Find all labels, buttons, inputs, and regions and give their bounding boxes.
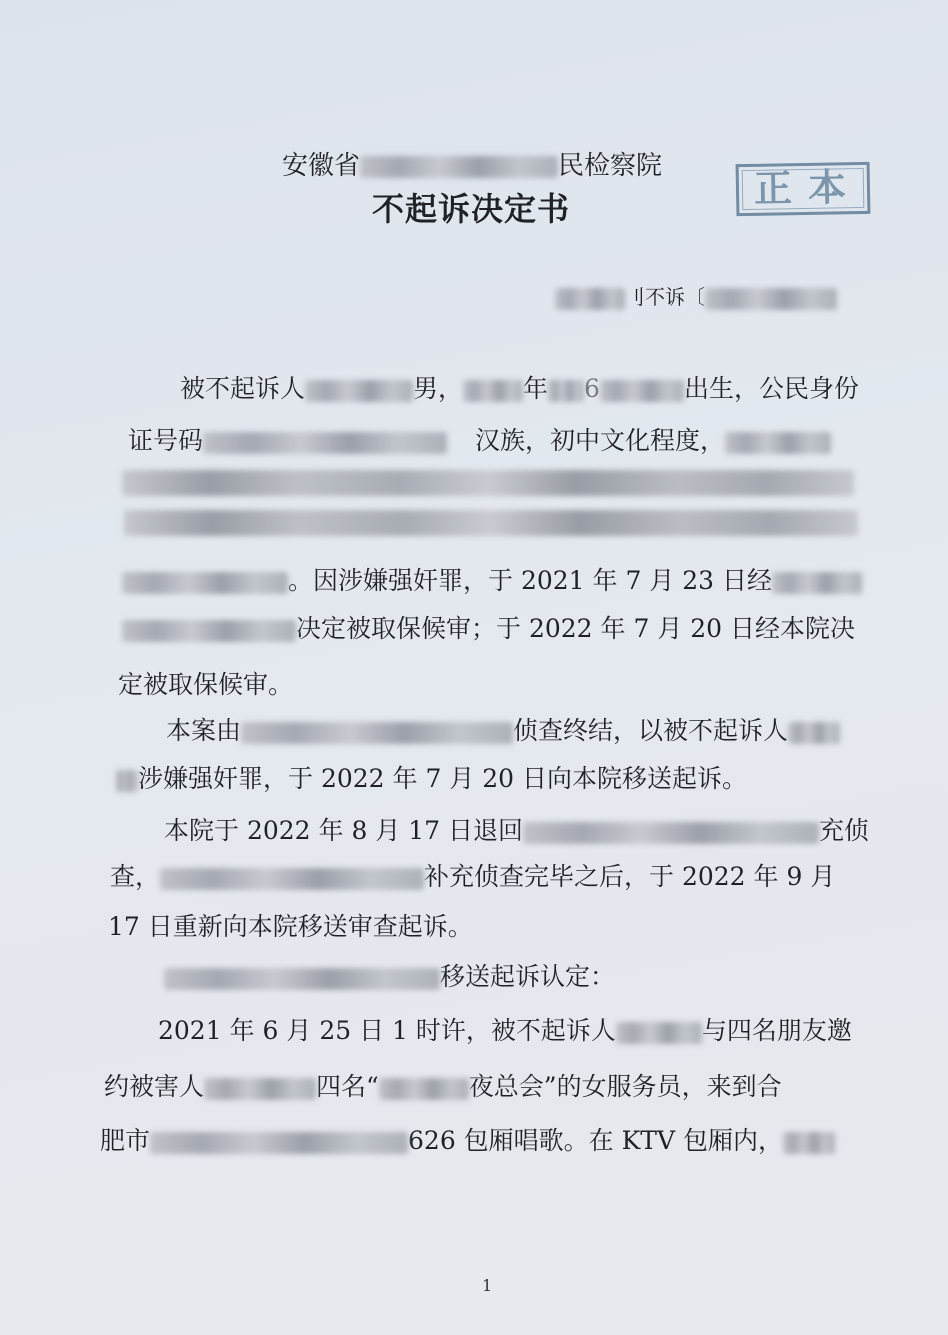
redacted-region bbox=[305, 380, 413, 402]
redacted-region bbox=[122, 572, 288, 594]
procuratorate-prefix: 安徽省 bbox=[282, 151, 361, 181]
text-segment: 侦查终结，以被不起诉人 bbox=[513, 716, 789, 745]
paragraph-line bbox=[180, 374, 859, 404]
paragraph-line bbox=[104, 1072, 782, 1102]
text-segment: 移送起诉认定： bbox=[440, 962, 616, 991]
document-number-text: 刂不诉〔 bbox=[625, 285, 705, 309]
redacted-region bbox=[616, 1022, 702, 1044]
paragraph-line bbox=[122, 566, 862, 596]
text-segment: 夜总会”的女服务员，来到合 bbox=[468, 1072, 782, 1101]
text-segment: 证号码 bbox=[128, 426, 204, 455]
paragraph-line bbox=[158, 1016, 852, 1046]
redacted-region bbox=[360, 156, 558, 178]
redacted-region bbox=[555, 288, 625, 310]
text-segment: 。因涉嫌强奸罪，于 2021 年 7 月 23 日经 bbox=[288, 566, 773, 595]
redacted-region bbox=[772, 572, 862, 594]
text-segment: 本院于 2022 年 8 月 17 日退回 bbox=[164, 816, 524, 845]
paragraph-line bbox=[164, 816, 869, 846]
text-segment: 肥市 bbox=[100, 1126, 151, 1155]
paragraph-line bbox=[110, 862, 835, 892]
text-segment: 查， bbox=[110, 862, 161, 891]
text-segment: 约被害人 bbox=[104, 1072, 205, 1101]
paragraph-line bbox=[166, 716, 840, 746]
redacted-region bbox=[600, 380, 684, 402]
redacted-region bbox=[116, 770, 138, 792]
redacted-region bbox=[379, 1078, 469, 1100]
redacted-region bbox=[725, 432, 831, 454]
text-segment: 626 包厢唱歌。在 KTV 包厢内， bbox=[408, 1126, 783, 1155]
text-segment: 补充侦查完毕之后，于 2022 年 9 月 bbox=[424, 862, 836, 891]
redacted-region bbox=[783, 1132, 835, 1154]
text-segment: 被不起诉人 bbox=[180, 374, 306, 403]
redacted-region bbox=[203, 432, 447, 454]
text-segment: 男， bbox=[413, 374, 464, 403]
redacted-region bbox=[122, 620, 296, 642]
text-segment: 汉族，初中文化程度， bbox=[475, 426, 726, 455]
redacted-region bbox=[241, 722, 513, 744]
text-segment: 出生，公民身份 bbox=[683, 374, 859, 403]
paragraph-line bbox=[164, 962, 615, 992]
paragraph-line: 17 日重新向本院移送审查起诉。 bbox=[108, 912, 473, 941]
redacted-region bbox=[788, 722, 840, 744]
redacted-region bbox=[548, 380, 584, 402]
original-copy-stamp: 正本 bbox=[736, 162, 871, 216]
redacted-line bbox=[122, 470, 854, 496]
procuratorate-name bbox=[282, 151, 662, 181]
redacted-region bbox=[523, 822, 819, 844]
redacted-region bbox=[160, 868, 424, 890]
redacted-line bbox=[124, 510, 858, 536]
redacted-region bbox=[463, 380, 523, 402]
page-number: 1 bbox=[482, 1276, 493, 1295]
document-number bbox=[555, 282, 837, 312]
paragraph-line bbox=[128, 426, 831, 456]
text-segment: 充侦 bbox=[819, 816, 870, 845]
paragraph-line: 定被取保候审。 bbox=[118, 670, 294, 699]
redacted-region bbox=[204, 1078, 316, 1100]
document-title: 不起诉决定书 bbox=[372, 190, 571, 228]
text-segment: 四名“ bbox=[316, 1072, 379, 1101]
text-segment: 6 bbox=[584, 374, 600, 403]
text-segment: 2021 年 6 月 25 日 1 时许，被不起诉人 bbox=[158, 1016, 616, 1045]
text-segment: 涉嫌强奸罪，于 2022 年 7 月 20 日向本院移送起诉。 bbox=[138, 764, 748, 793]
paragraph-line bbox=[122, 614, 855, 644]
text-segment: 年 bbox=[523, 374, 549, 403]
redacted-region bbox=[150, 1132, 408, 1154]
text-segment: 本案由 bbox=[166, 716, 242, 745]
paragraph-line bbox=[116, 764, 747, 794]
procuratorate-suffix: 民检察院 bbox=[558, 151, 663, 181]
text-segment: 与四名朋友邀 bbox=[701, 1016, 852, 1045]
paragraph-line bbox=[100, 1126, 835, 1156]
text-segment: 决定被取保候审；于 2022 年 7 月 20 日经本院决 bbox=[296, 614, 856, 643]
redacted-region bbox=[705, 288, 837, 310]
redacted-region bbox=[164, 968, 440, 990]
